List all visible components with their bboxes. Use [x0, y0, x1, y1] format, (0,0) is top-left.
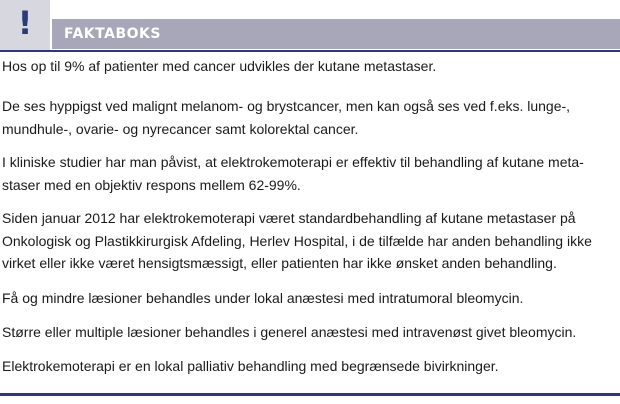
- title-bar: [52, 19, 620, 49]
- fact-box-header: [0, 0, 620, 50]
- alert-icon-box: [0, 0, 50, 50]
- exclamation-icon: !: [17, 4, 33, 42]
- paragraph-general-anaesthesia: Større eller multiple læsioner behandles i generel anæstesi med intravenøst givet bleomycin.: [2, 324, 577, 340]
- paragraph-local-anaesthesia: Få og mindre læsioner behandles under lokal anæstesi med intratumoral bleomycin.: [2, 290, 524, 306]
- header-divider: [0, 50, 620, 52]
- fact-box-title: FAKTABOKS: [64, 26, 161, 42]
- paragraph-prevalence: Hos op til 9% af patienter med cancer udvikles der kutane metastaser.: [2, 58, 437, 74]
- footer-divider: [0, 393, 620, 396]
- paragraph-palliative: Elektrokemoterapi er en lokal palliativ behandling med begrænsede bivirkninger.: [2, 358, 499, 374]
- paragraph-cancer-types: De ses hyppigst ved malignt melanom- og brystcancer, men kan også ses ved f.eks. lunge-, mundhule-, ovarie- og nyrecancer samt kolorektal cancer.: [2, 98, 571, 137]
- paragraph-clinical-studies: I kliniske studier har man påvist, at elektrokemoterapi er effektiv til behandling af kutane meta- staser med en objektiv respons mellem 62-99%.: [2, 154, 584, 193]
- paragraph-standard-treatment: Siden januar 2012 har elektrokemoterapi været standardbehandling af kutane metastaser på Onkologisk og Plastikkirurgisk Afdeling, Herlev Hospital, i de tilfælde har anden behandling ikke virket eller ikke været hensigtsmæssigt, eller patienten har ikke ønsket anden behandling.: [2, 210, 592, 271]
